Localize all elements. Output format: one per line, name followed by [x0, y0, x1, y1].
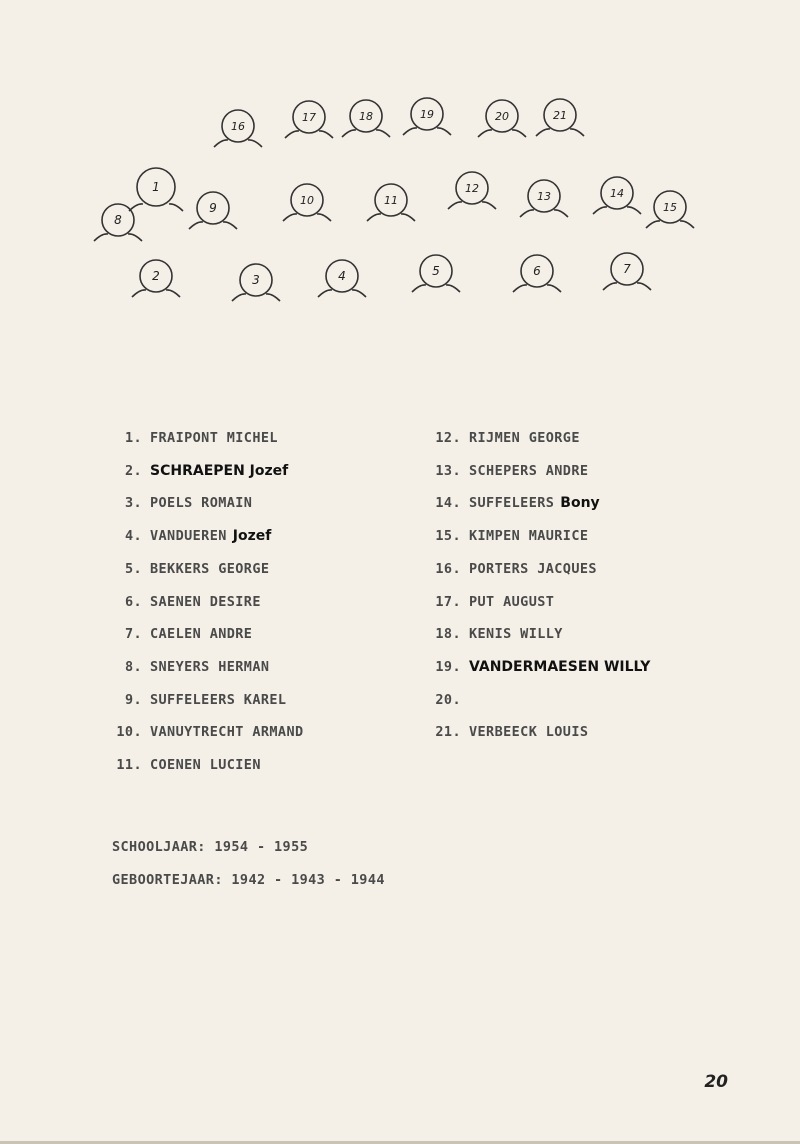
seat-label: 20	[495, 110, 509, 123]
seat-18	[342, 100, 390, 137]
seat-shoulders-shape	[367, 214, 415, 221]
seat-label: 15	[663, 201, 677, 214]
name-row	[432, 462, 588, 480]
name-row	[112, 494, 252, 512]
seat-8	[94, 204, 142, 241]
seat-shoulders-shape	[132, 290, 180, 297]
seat-shoulders-shape	[448, 202, 496, 209]
student-name: SCHEPERS ANDRE	[469, 462, 589, 479]
seat-10	[283, 184, 331, 221]
name-row	[112, 723, 304, 741]
name-row	[432, 494, 600, 512]
seat-label: 10	[300, 194, 314, 207]
row-number: 2.	[124, 462, 142, 479]
seat-label: 17	[302, 111, 316, 124]
student-name: SUFFELEERS KAREL	[150, 691, 287, 708]
seat-shoulders-shape	[214, 140, 262, 147]
seat-label: 16	[231, 120, 245, 133]
student-name-added: VANDERMAESEN WILLY	[469, 658, 651, 675]
seat-label: 7	[623, 262, 631, 276]
birth-years: GEBOORTEJAAR: 1942 - 1943 - 1944	[112, 872, 385, 888]
name-row	[432, 429, 580, 447]
seat-shoulders-shape	[513, 285, 561, 292]
seat-shoulders-shape	[603, 283, 651, 290]
seat-shoulders-shape	[478, 130, 526, 137]
row-number: 9.	[124, 691, 142, 708]
student-name: COENEN LUCIEN	[150, 757, 261, 773]
name-row	[432, 560, 597, 578]
seat-shoulders-shape	[403, 128, 451, 135]
student-name: SNEYERS HERMAN	[150, 658, 270, 675]
row-number: 18.	[435, 626, 461, 643]
student-name: CAELEN ANDRE	[150, 626, 253, 643]
seat-label: 1	[152, 180, 160, 194]
student-name: BEKKERS GEORGE	[150, 560, 270, 577]
seat-label: 19	[420, 108, 434, 121]
seat-label: 9	[209, 201, 217, 215]
row-number: 7.	[124, 626, 142, 643]
student-name-added: SCHRAEPEN Jozef	[150, 462, 289, 479]
seat-21	[536, 99, 584, 136]
row-number: 11.	[116, 757, 142, 773]
seat-label: 8	[114, 213, 122, 227]
row-number: 8.	[124, 658, 142, 675]
student-name: KIMPEN MAURICE	[469, 528, 589, 545]
name-row	[112, 625, 252, 643]
school-year: SCHOOLJAAR: 1954 - 1955	[112, 839, 309, 855]
seat-9	[189, 192, 237, 229]
seat-14	[593, 177, 641, 214]
seat-shoulders-shape	[129, 204, 183, 211]
seat-7	[603, 253, 651, 290]
seat-label: 6	[533, 264, 541, 278]
row-number: 19.	[435, 658, 461, 675]
seat-shoulders-shape	[342, 130, 390, 137]
seat-15	[646, 191, 694, 228]
student-name: VERBEECK LOUIS	[469, 724, 589, 741]
name-row	[432, 723, 588, 741]
name-row	[112, 593, 261, 611]
seat-3	[232, 264, 280, 301]
row-number: 6.	[124, 593, 142, 610]
name-row	[112, 756, 261, 774]
seat-shoulders-shape	[646, 221, 694, 228]
student-name-added: Bony	[560, 495, 600, 512]
student-name: VANDUEREN	[150, 528, 227, 545]
name-row	[112, 527, 271, 545]
student-name: POELS ROMAIN	[150, 495, 253, 512]
seat-label: 13	[537, 190, 551, 203]
row-number: 14.	[435, 495, 461, 512]
seat-label: 12	[465, 182, 479, 195]
seat-1	[129, 168, 183, 211]
seat-shoulders-shape	[318, 290, 366, 297]
seat-label: 3	[252, 273, 260, 287]
row-number: 17.	[435, 593, 461, 610]
seat-19	[403, 98, 451, 135]
row-number: 16.	[435, 560, 461, 577]
seat-label: 5	[432, 264, 440, 278]
seating-diagram	[0, 0, 800, 320]
row-number: 20.	[435, 691, 461, 708]
row-number: 15.	[435, 528, 461, 545]
name-row	[112, 560, 269, 578]
student-name: PUT AUGUST	[469, 593, 555, 610]
seat-2	[132, 260, 180, 297]
seat-shoulders-shape	[593, 207, 641, 214]
seat-shoulders-shape	[232, 294, 280, 301]
seat-shoulders-shape	[189, 222, 237, 229]
seat-shoulders-shape	[283, 214, 331, 221]
student-name-added: Jozef	[232, 528, 272, 545]
row-number: 21.	[435, 724, 461, 741]
seat-5	[412, 255, 460, 292]
seat-20	[478, 100, 526, 137]
name-row	[112, 691, 286, 709]
seat-12	[448, 172, 496, 209]
student-name: PORTERS JACQUES	[469, 560, 597, 577]
row-number: 10.	[116, 724, 142, 741]
seat-shoulders-shape	[536, 129, 584, 136]
student-name: VANUYTRECHT ARMAND	[150, 724, 304, 741]
student-name: KENIS WILLY	[469, 626, 563, 643]
name-row	[112, 429, 278, 447]
seat-17	[285, 101, 333, 138]
name-row	[432, 625, 563, 643]
name-row	[432, 658, 650, 676]
seat-label: 11	[384, 194, 398, 207]
page-number: 20	[704, 1072, 728, 1092]
seat-shoulders-shape	[412, 285, 460, 292]
seat-label: 4	[338, 269, 346, 283]
row-number: 5.	[124, 560, 142, 577]
student-name: SAENEN DESIRE	[150, 593, 261, 610]
name-row	[432, 593, 554, 611]
seat-11	[367, 184, 415, 221]
student-name: SUFFELEERS	[469, 495, 555, 512]
seat-label: 18	[359, 110, 373, 123]
row-number: 12.	[435, 430, 461, 446]
seat-shoulders-shape	[285, 131, 333, 138]
name-row	[432, 691, 461, 709]
name-row	[112, 462, 288, 480]
row-number: 1.	[124, 430, 142, 446]
seat-16	[214, 110, 262, 147]
seat-6	[513, 255, 561, 292]
seat-4	[318, 260, 366, 297]
row-number: 3.	[124, 495, 142, 512]
student-name: RIJMEN GEORGE	[469, 430, 580, 446]
student-name: FRAIPONT MICHEL	[150, 430, 278, 446]
name-row	[432, 527, 588, 545]
seat-label: 2	[152, 269, 160, 283]
seat-shoulders-shape	[520, 210, 568, 217]
name-row	[112, 658, 269, 676]
seat-shoulders-shape	[94, 234, 142, 241]
row-number: 13.	[435, 462, 461, 479]
seat-label: 14	[610, 187, 624, 200]
seat-label: 21	[553, 109, 567, 122]
seat-13	[520, 180, 568, 217]
row-number: 4.	[124, 528, 142, 545]
